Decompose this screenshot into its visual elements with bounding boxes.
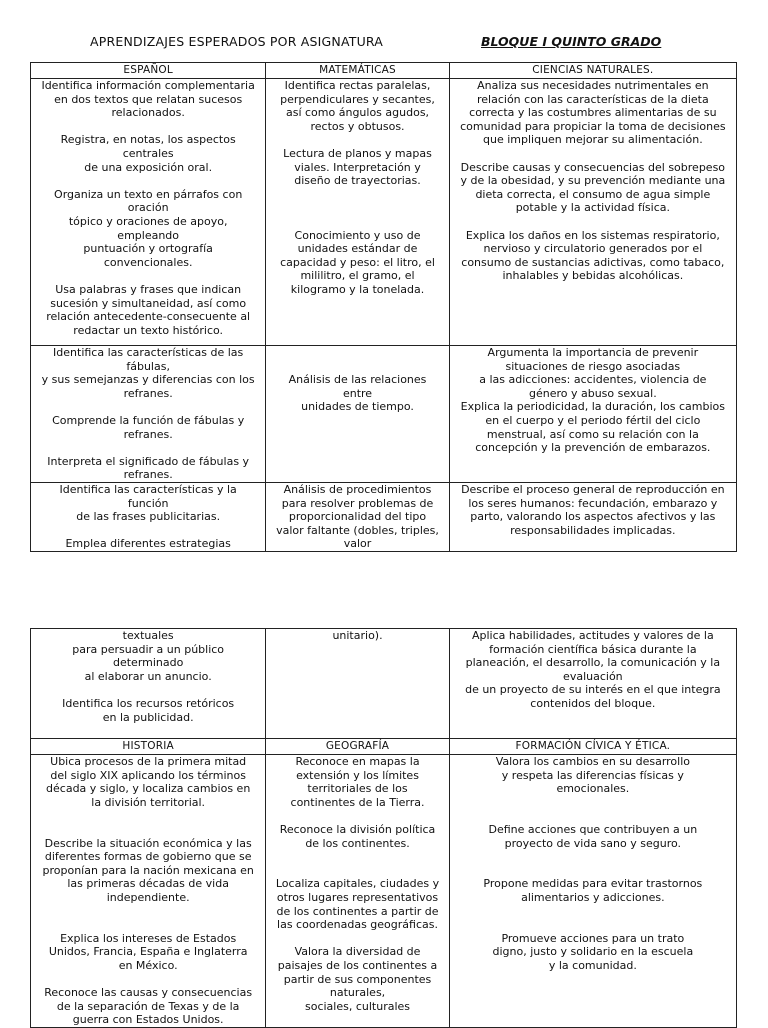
cell-matematicas	[266, 79, 449, 346]
table-row	[31, 629, 737, 739]
text-line: Argumenta la importancia de prevenir	[487, 346, 699, 359]
text-line: función	[127, 496, 169, 510]
text-line: valor	[343, 537, 372, 551]
text-line: década y siglo, y localiza cambios en	[46, 782, 251, 796]
text-line: la división territorial.	[91, 795, 206, 809]
cell-matematicas	[266, 483, 449, 552]
text-line: textuales	[122, 629, 174, 642]
text-line: los seres humanos: fecundación, embarazo y	[468, 496, 718, 510]
text-block	[33, 755, 263, 809]
text-line: consumo de sustancias adictivas, como tabaco,	[461, 255, 725, 269]
text-line: y sus semejanzas y diferencias con los	[41, 373, 255, 387]
column-header-historia: HISTORIA	[31, 739, 266, 755]
column-header-matematicas: MATEMÁTICAS	[266, 63, 449, 79]
text-line: de una exposición oral.	[84, 160, 213, 174]
text-line: Identifica los recursos retóricos	[62, 696, 235, 710]
cell-espanol	[31, 346, 266, 483]
text-block	[33, 537, 263, 551]
text-line: rectos y obtusos.	[310, 119, 405, 133]
text-line: Organiza un texto en párrafos con	[54, 187, 243, 201]
text-line: parto, valorando los aspectos afectivos y las	[470, 510, 716, 524]
text-line: las coordenadas geográficas.	[277, 918, 438, 932]
text-block	[452, 755, 734, 796]
text-line: Reconoce las causas y consecuencias	[44, 986, 253, 1000]
text-line: diseño de trayectorias.	[294, 174, 421, 188]
cell-ciencias	[449, 346, 736, 483]
text-line: al elaborar un anuncio.	[84, 669, 212, 683]
text-line: dieta correcta, el consumo de agua simple	[475, 187, 711, 201]
text-line: alimentarios y adicciones.	[521, 890, 665, 904]
text-line: viales. Interpretación y	[294, 160, 421, 174]
text-line: relacionados.	[111, 106, 185, 120]
text-block	[452, 877, 734, 904]
text-block	[33, 697, 263, 724]
text-line: concepción y la prevención de embarazos.	[475, 441, 711, 455]
text-line: Explica la periodicidad, la duración, los cambios	[460, 400, 726, 414]
text-line: Lectura de planos y mapas	[283, 146, 432, 160]
header-block-grade: BLOQUE I QUINTO GRADO	[481, 34, 662, 49]
text-line: del siglo XIX aplicando los términos	[50, 768, 246, 782]
text-line: Promueve acciones para un trato	[501, 931, 685, 945]
text-block	[452, 79, 734, 147]
text-line: de las frases publicitarias.	[76, 510, 221, 524]
text-line: género y abuso sexual.	[528, 386, 657, 400]
cell-espanol	[31, 79, 266, 346]
text-block	[268, 629, 446, 643]
text-line: para persuadir a un público	[72, 642, 225, 656]
text-line: paisajes de los continentes a	[277, 958, 438, 972]
header-title: APRENDIZAJES ESPERADOS POR ASIGNATURA	[90, 34, 384, 49]
text-block	[268, 755, 446, 809]
learning-table-2	[30, 628, 737, 1028]
text-line: puntuación y ortografía	[83, 242, 213, 256]
text-line: contenidos del bloque.	[530, 696, 656, 710]
text-block	[268, 229, 446, 297]
text-line: de un proyecto de su interés en el que integra	[465, 683, 721, 697]
text-line: Localiza capitales, ciudades y	[275, 877, 440, 891]
text-line: refranes.	[123, 386, 173, 400]
text-block	[33, 414, 263, 441]
text-line: Conocimiento y uso de	[294, 228, 421, 242]
text-line: nervioso y circulatorio generados por el	[483, 242, 703, 256]
text-block	[452, 823, 734, 850]
cell-historia	[31, 755, 266, 1028]
text-line: evaluación	[563, 669, 623, 683]
text-line: Registra, en notas, los aspectos	[60, 133, 236, 147]
column-header-ciencias: CIENCIAS NATURALES.	[449, 63, 736, 79]
text-block	[33, 133, 263, 174]
table-row	[31, 483, 737, 552]
text-block	[452, 346, 734, 455]
text-line: potable y la actividad física.	[515, 201, 670, 215]
text-line: en el cuerpo y el periodo fértil del ciclo	[485, 413, 701, 427]
column-header-civica: FORMACIÓN CÍVICA Y ÉTICA.	[449, 739, 736, 755]
text-line: valor faltante (dobles, triples,	[276, 523, 439, 537]
text-line: a las adicciones: accidentes, violencia de	[479, 373, 707, 387]
text-block	[452, 483, 734, 537]
text-line: digno, justo y solidario en la escuela	[492, 945, 694, 959]
text-line: tópico y oraciones de apoyo,	[68, 214, 228, 228]
text-line: Valora los cambios en su desarrollo	[495, 755, 690, 768]
text-block	[268, 877, 446, 931]
text-line: sociales, culturales	[304, 999, 411, 1013]
text-line: emocionales.	[556, 782, 630, 796]
text-block	[33, 188, 263, 270]
text-line: Describe el proceso general de reproducción en	[461, 483, 725, 496]
text-line: sucesión y simultaneidad, así como	[50, 296, 247, 310]
text-line: Reconoce en mapas la	[295, 755, 420, 768]
text-line: relación con las características de la dieta	[477, 92, 709, 106]
text-block	[33, 346, 263, 400]
text-line: situaciones de riesgo asociadas	[505, 359, 681, 373]
page-header	[0, 34, 768, 52]
text-line: capacidad y peso: el litro, el	[280, 255, 435, 269]
text-block	[268, 823, 446, 850]
text-line: formación científica básica durante la	[489, 642, 697, 656]
text-line: independiente.	[106, 890, 190, 904]
text-block	[452, 161, 734, 215]
text-block	[268, 373, 446, 414]
text-line: Define acciones que contribuyen a un	[488, 822, 698, 836]
text-line: proporcionalidad del tipo	[288, 510, 427, 524]
text-line: Identifica rectas paralelas,	[284, 79, 431, 92]
text-line: Aplica habilidades, actitudes y valores de la	[471, 629, 714, 642]
text-block	[33, 283, 263, 337]
text-line: Comprende la función de fábulas y	[52, 413, 245, 427]
text-line: Identifica las características y la	[59, 483, 237, 496]
text-line: entre	[342, 386, 373, 400]
cell-ciencias	[449, 483, 736, 552]
text-block	[452, 229, 734, 283]
text-line: Identifica las características de las	[53, 346, 244, 359]
text-line: Explica los intereses de Estados	[60, 931, 237, 945]
text-line: Ubica procesos de la primera mitad	[50, 755, 247, 768]
text-line: proyecto de vida sano y seguro.	[504, 836, 682, 850]
text-line: responsabilidades implicadas.	[510, 523, 676, 537]
text-line: en México.	[118, 958, 178, 972]
column-header-geografia: GEOGRAFÍA	[266, 739, 449, 755]
text-block	[33, 932, 263, 973]
text-block	[268, 483, 446, 551]
text-line: Valora la diversidad de	[294, 945, 421, 959]
text-line: redactar un texto histórico.	[73, 323, 224, 337]
text-line: guerra con Estados Unidos.	[72, 1013, 224, 1027]
text-block	[33, 986, 263, 1027]
text-block	[268, 945, 446, 1013]
text-line: naturales,	[329, 986, 386, 1000]
text-block	[33, 483, 263, 524]
text-line: empleando	[117, 228, 180, 242]
text-line: refranes.	[123, 468, 173, 482]
text-line: unitario).	[332, 629, 383, 642]
text-line: correcta y las costumbres alimentarias de su	[469, 106, 717, 120]
column-header-espanol: ESPAÑOL	[31, 63, 266, 79]
text-line: Reconoce la división política	[279, 822, 436, 836]
cell-espanol-continued	[31, 629, 266, 739]
text-line: que impliquen mejorar su alimentación.	[483, 133, 703, 147]
text-block	[33, 79, 263, 120]
cell-geografia	[266, 755, 449, 1028]
text-line: perpendiculares y secantes,	[280, 92, 435, 106]
table-row	[31, 346, 737, 483]
cell-ciencias-continued	[449, 629, 736, 739]
text-line: Describe la situación económica y las	[44, 836, 252, 850]
text-line: partir de sus componentes	[283, 972, 432, 986]
cell-ciencias	[449, 79, 736, 346]
text-block	[452, 932, 734, 973]
text-line: otros lugares representativos	[276, 890, 439, 904]
cell-civica	[449, 755, 736, 1028]
text-line: y respeta las diferencias físicas y	[501, 768, 684, 782]
text-line: continentes de la Tierra.	[290, 795, 425, 809]
text-line: mililitro, el gramo, el	[300, 269, 415, 283]
text-line: refranes.	[123, 427, 173, 441]
text-line: y de la obesidad, y su prevención mediante una	[460, 174, 726, 188]
text-line: comunidad para propiciar la toma de decisiones	[460, 119, 726, 133]
cell-matematicas	[266, 346, 449, 483]
text-line: Análisis de procedimientos	[283, 483, 432, 496]
text-block	[33, 455, 263, 482]
text-line: proponían para la nación mexicana en	[42, 863, 254, 877]
text-line: en la publicidad.	[102, 710, 194, 724]
text-line: extensión y los límites	[296, 768, 419, 782]
text-block	[268, 79, 446, 133]
table-row	[31, 755, 737, 1028]
text-line: Análisis de las relaciones	[288, 373, 427, 387]
cell-espanol	[31, 483, 266, 552]
table-header-row	[31, 63, 737, 79]
text-line: las primeras décadas de vida	[67, 877, 229, 891]
text-block	[268, 147, 446, 188]
text-line: de los continentes.	[305, 836, 410, 850]
text-line: centrales	[122, 146, 174, 160]
text-line: planeación, el desarrollo, la comunicación y la	[465, 656, 721, 670]
text-line: así como ángulos agudos,	[285, 106, 430, 120]
text-line: Propone medidas para evitar trastornos	[483, 877, 703, 891]
table-row	[31, 79, 737, 346]
text-line: Unidos, Francia, España e Inglaterra	[48, 945, 248, 959]
text-line: unidades de tiempo.	[301, 400, 414, 414]
text-line: Usa palabras y frases que indican	[55, 282, 242, 296]
text-line: diferentes formas de gobierno que se	[44, 850, 252, 864]
text-line: territoriales de los	[307, 782, 408, 796]
text-line: relación antecedente-consecuente al	[46, 310, 251, 324]
cell-matematicas-continued	[266, 629, 449, 739]
text-line: oración	[127, 201, 169, 215]
table-header-row	[31, 739, 737, 755]
text-block	[452, 629, 734, 711]
text-line: kilogramo y la tonelada.	[290, 282, 425, 296]
text-line: determinado	[112, 656, 184, 670]
text-line: Describe causas y consecuencias del sobrepeso	[460, 160, 726, 174]
text-line: Explica los daños en los sistemas respiratorio,	[465, 228, 720, 242]
text-line: Interpreta el significado de fábulas y	[47, 454, 250, 468]
text-line: de los continentes a partir de	[276, 904, 439, 918]
text-line: en dos textos que relatan sucesos	[54, 92, 243, 106]
text-line: inhalables y bebidas alcohólicas.	[502, 269, 684, 283]
text-line: de la separación de Texas y de la	[56, 999, 240, 1013]
text-block	[33, 629, 263, 683]
text-line: Analiza sus necesidades nutrimentales en	[477, 79, 709, 92]
learning-table-1	[30, 62, 737, 552]
text-block	[33, 837, 263, 905]
text-line: fábulas,	[126, 359, 170, 373]
text-line: Identifica información complementaria	[41, 79, 255, 92]
text-line: unidades estándar de	[297, 242, 418, 256]
text-line: Emplea diferentes estrategias	[65, 537, 231, 551]
text-line: para resolver problemas de	[281, 496, 434, 510]
text-line: y la comunidad.	[548, 958, 637, 972]
text-line: menstrual, así como su relación con la	[486, 427, 699, 441]
text-line: convencionales.	[103, 255, 193, 269]
